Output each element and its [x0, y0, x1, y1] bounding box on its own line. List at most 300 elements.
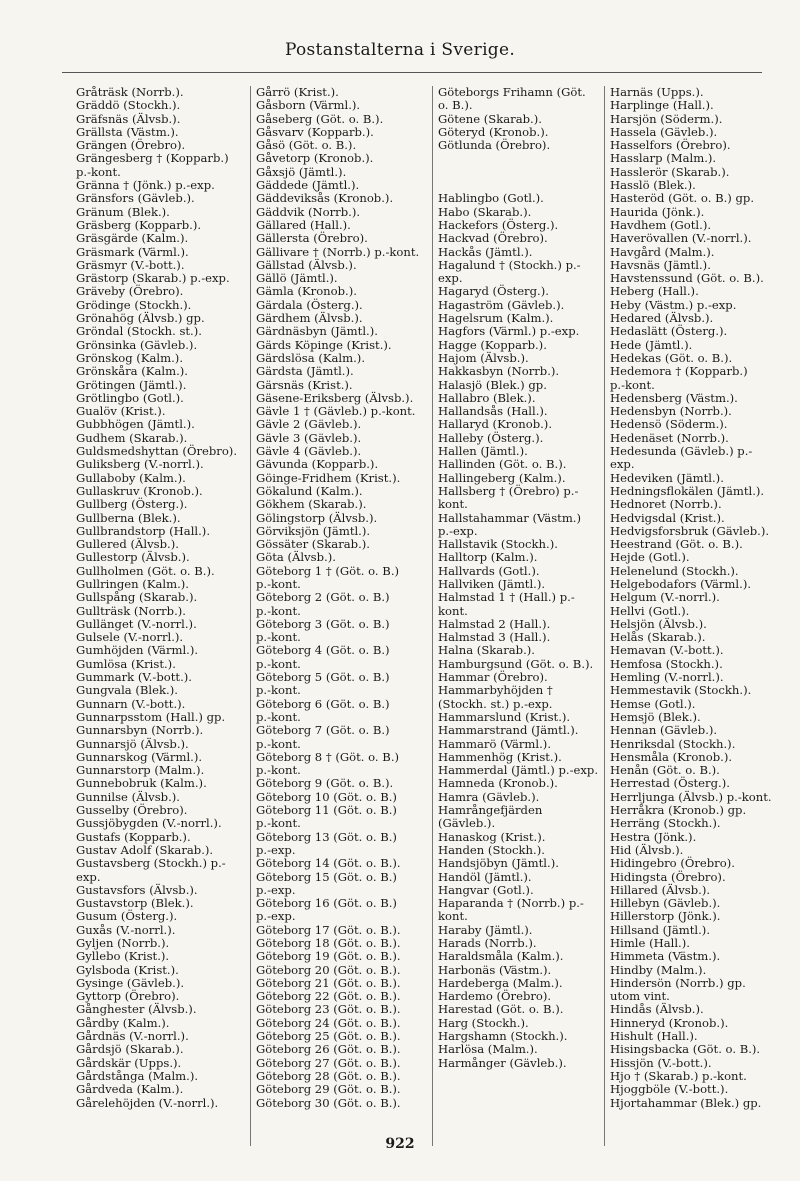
index-entry: Göinge-Fridhem (Krist.). — [256, 470, 401, 485]
index-entry: Gällivare † (Norrb.) p.-kont. — [256, 244, 420, 259]
index-entry: Göteborg 15 (Göt. o. B.) — [256, 869, 397, 884]
index-entry: Grötingen (Jämtl.). — [76, 377, 187, 392]
index-entry: Gräveby (Örebro). — [76, 284, 184, 299]
index-entry: Göteborg 29 (Göt. o. B.). — [256, 1082, 401, 1097]
index-entry: p.-kont. — [256, 683, 301, 698]
index-entry: Göteborg 22 (Göt. o. B.). — [256, 989, 401, 1004]
index-entry: exp. — [438, 271, 463, 286]
index-entry: Hasslö (Blek.). — [610, 178, 696, 193]
index-entry: Gånghester (Älvsb.). — [76, 1002, 197, 1017]
index-entry: Hammarbyhöjden † — [438, 683, 553, 698]
index-entry: exp. — [76, 869, 101, 884]
index-entry: Hemmestavik (Stockh.). — [610, 683, 752, 698]
index-entry: Hid (Älvsb.). — [610, 842, 684, 857]
index-entry: Harlösa (Malm.). — [438, 1042, 538, 1057]
index-entry: Hillsand (Jämtl.). — [610, 922, 711, 937]
index-entry: Hallstavik (Stockh.). — [438, 537, 558, 552]
index-entry: Göta (Älvsb.). — [256, 550, 336, 565]
header-rule — [62, 72, 762, 73]
index-entry: Grängen (Örebro). — [76, 138, 186, 153]
index-entry: Gräsmyr (V.-bott.). — [76, 257, 185, 272]
index-entry: Hardeberga (Malm.). — [438, 975, 563, 990]
index-entry: Herråkra (Kronob.) gp. — [610, 803, 747, 818]
index-entry: Gunnarn (V.-bott.). — [76, 696, 186, 711]
index-entry: Gävle 3 (Gävleb.). — [256, 430, 362, 445]
index-entry: Halasjö (Blek.) gp. — [438, 377, 547, 392]
index-entry: Haverövallen (V.-norrl.). — [610, 231, 752, 246]
index-entry: Grönskåra (Kalm.). — [76, 364, 188, 379]
index-entry: Gustavstorp (Blek.). — [76, 896, 194, 911]
index-entry: Gullringen (Kalm.). — [76, 576, 189, 591]
index-entry: Gällö (Jämtl.). — [256, 271, 338, 286]
index-entry: Helås (Skarab.). — [610, 630, 706, 645]
index-entry: Göteborg 17 (Göt. o. B.). — [256, 922, 401, 937]
index-entry: Hemsjö (Blek.). — [610, 709, 701, 724]
index-entry: Gunnebobruk (Kalm.). — [76, 776, 207, 791]
index-entry: Gräfsnäs (Älvsb.). — [76, 111, 181, 126]
index-entry: Gullträsk (Norrb.). — [76, 603, 186, 618]
index-entry: p.-kont. — [256, 763, 301, 778]
index-entry: Handöl (Jämtl.). — [438, 869, 532, 884]
index-entry: Hisingsbacka (Göt. o. B.). — [610, 1042, 761, 1057]
index-entry: Gärdhem (Älvsb.). — [256, 311, 363, 326]
index-entry: Guxås (V.-norrl.). — [76, 922, 176, 937]
index-entry: Hemavan (V.-bott.). — [610, 643, 724, 658]
index-entry: Hemfosa (Stockh.). — [610, 656, 723, 671]
index-entry: exp. — [610, 457, 635, 472]
index-entry: Haraldsmåla (Kalm.). — [438, 949, 564, 964]
index-entry: Hedemora † (Kopparb.) — [610, 364, 748, 379]
index-entry: Hallabro (Blek.). — [438, 390, 536, 405]
index-entry: Hindby (Malm.). — [610, 962, 707, 977]
index-entry: Gunnarskog (Värml.). — [76, 749, 203, 764]
index-entry: Gullaboby (Kalm.). — [76, 470, 186, 485]
index-entry: Gällersta (Örebro). — [256, 231, 368, 246]
index-entry: Hjo † (Skarab.) p.-kont. — [610, 1068, 747, 1083]
index-entry: Gäddeviksås (Kronob.). — [256, 191, 394, 206]
index-entry: Gåsö (Göt. o. B.). — [256, 138, 357, 153]
page-title: Postanstalterna i Sverige. — [284, 40, 516, 60]
index-entry: Harmånger (Gävleb.). — [438, 1055, 567, 1070]
index-entry: Gränum (Blek.). — [76, 204, 170, 219]
index-entry: Havstenssund (Göt. o. B.). — [610, 271, 764, 286]
index-entry: Göteborg 7 (Göt. o. B.) — [256, 723, 390, 738]
index-entry: Hemse (Gotl.). — [610, 696, 696, 711]
index-entry: Hennan (Gävleb.). — [610, 723, 718, 738]
index-entry: Gössäter (Skarab.). — [256, 537, 370, 552]
index-entry: Gysinge (Gävleb.). — [76, 975, 185, 990]
index-entry: Gudhem (Skarab.). — [76, 430, 188, 445]
index-entry: Gåvetorp (Kronob.). — [256, 151, 374, 166]
index-entry: Habo (Skarab.). — [438, 204, 532, 219]
index-entry: Hedaslätt (Österg.). — [610, 324, 728, 339]
index-entry: Gåseberg (Göt. o. B.). — [256, 111, 384, 126]
index-entry: Göteborg 9 (Göt. o. B.). — [256, 776, 394, 791]
index-entry: Halmstad 1 † (Hall.) p.- — [438, 590, 575, 605]
index-entry: Hedeviken (Jämtl.). — [610, 470, 724, 485]
index-entry: Hjortahammar (Blek.) gp. — [610, 1095, 762, 1110]
index-entry: Hasselfors (Örebro). — [610, 138, 731, 153]
index-entry: Hedensberg (Västm.). — [610, 390, 738, 405]
index-entry: Gussjöbygden (V.-norrl.). — [76, 816, 222, 831]
index-entry: Göteborg 10 (Göt. o. B.) — [256, 789, 397, 804]
index-entry: Gungvala (Blek.). — [76, 683, 178, 698]
index-entry: Hagge (Kopparb.). — [438, 337, 547, 352]
index-entry: Heestrand (Göt. o. B.). — [610, 537, 743, 552]
index-entry: p.-kont. — [256, 656, 301, 671]
column-2 — [256, 86, 432, 1110]
index-entry: Gräsmark (Värml.). — [76, 244, 189, 259]
index-entry: Hednoret (Norrb.). — [610, 497, 722, 512]
column-divider — [604, 86, 605, 1146]
index-entry: Harsjön (Söderm.). — [610, 111, 723, 126]
index-entry: Göteborg 27 (Göt. o. B.). — [256, 1055, 401, 1070]
section-gap — [438, 152, 602, 192]
index-entry: Gölingstorp (Älvsb.). — [256, 510, 378, 525]
index-entry: Gävle 1 † (Gävleb.) p.-kont. — [256, 404, 416, 419]
index-entry: Göteborg 30 (Göt. o. B.). — [256, 1095, 401, 1110]
index-entry: Gärdsta (Jämtl.). — [256, 364, 354, 379]
index-entry: Göteborg 11 (Göt. o. B.) — [256, 803, 397, 818]
index-entry: Gäddvik (Norrb.). — [256, 204, 361, 219]
index-entry: (Stockh. st.) p.-exp. — [438, 696, 553, 711]
index-entry: Gårelehöjden (V.-norrl.). — [76, 1095, 219, 1110]
index-entry: p.-kont. — [76, 164, 121, 179]
index-entry: Hamra (Gävleb.). — [438, 789, 540, 804]
index-entry: Hammarstrand (Jämtl.). — [438, 723, 579, 738]
index-entry: Hamburgsund (Göt. o. B.). — [438, 656, 594, 671]
index-entry: Hallingeberg (Kalm.). — [438, 470, 566, 485]
index-entry: Gäddede (Jämtl.). — [256, 178, 360, 193]
index-entry: Gyljen (Norrb.). — [76, 936, 170, 950]
index-entry: Hackås (Jämtl.). — [438, 244, 533, 259]
index-entry: Göteborg 18 (Göt. o. B.). — [256, 936, 401, 950]
index-entry: Hasslarp (Malm.). — [610, 151, 717, 166]
index-entry: Gärsnäs (Krist.). — [256, 377, 353, 392]
index-entry: Hallen (Jämtl.). — [438, 444, 528, 459]
index-entry: Hedenäset (Norrb.). — [610, 430, 729, 445]
index-entry: utom vint. — [610, 989, 670, 1004]
index-entry: Gusselby (Örebro). — [76, 803, 188, 818]
index-entry: Gärds Köpinge (Krist.). — [256, 337, 392, 352]
index-entry: Herräng (Stockh.). — [610, 816, 721, 831]
index-entry: Haurida (Jönk.). — [610, 204, 705, 219]
index-entry: Gävunda (Kopparb.). — [256, 457, 379, 472]
index-entry: Göteryd (Kronob.). — [438, 124, 549, 139]
index-entry: Hallstahammar (Västm.) — [438, 510, 582, 525]
index-entry: Hedvigsdal (Krist.). — [610, 510, 725, 525]
index-entry: Gåxsjö (Jämtl.). — [256, 164, 347, 179]
index-entry: Hargshamn (Stockh.). — [438, 1029, 568, 1044]
index-entry: Gullholmen (Göt. o. B.). — [76, 563, 215, 578]
index-entry: Helgum (V.-norrl.). — [610, 590, 720, 605]
index-entry: Gäsene-Eriksberg (Älvsb.). — [256, 390, 414, 405]
index-entry: Hagaström (Gävleb.). — [438, 297, 565, 312]
index-entry: Hajom (Älvsb.). — [438, 350, 529, 365]
index-entry: Hindås (Älvsb.). — [610, 1002, 704, 1017]
index-entry: Gökhem (Skarab.). — [256, 497, 367, 512]
index-entry: Guldsmedshyttan (Örebro). — [76, 444, 238, 459]
index-entry: Gåsborn (Värml.). — [256, 98, 361, 113]
index-entry: Göteborg 25 (Göt. o. B.). — [256, 1029, 401, 1044]
index-entry: Hangvar (Gotl.). — [438, 882, 534, 897]
index-entry: Gällstad (Älvsb.). — [256, 257, 357, 272]
index-entry: Grönskog (Kalm.). — [76, 350, 184, 365]
index-entry: Hinneryd (Kronob.). — [610, 1015, 729, 1030]
index-entry: Göteborg 13 (Göt. o. B.) — [256, 829, 397, 844]
index-entry: Götlunda (Örebro). — [438, 138, 551, 153]
index-entry: Grönahög (Älvsb.) gp. — [76, 311, 205, 326]
index-entry: Göteborg 14 (Göt. o. B.). — [256, 856, 401, 871]
index-entry: Gustav Adolf (Skarab.). — [76, 842, 214, 857]
index-entry: Hagalund † (Stockh.) p.- — [438, 257, 581, 272]
index-entry: Handen (Stockh.). — [438, 842, 545, 857]
index-entry: Gunnarsbyn (Norrb.). — [76, 723, 204, 738]
index-entry: Gårdnäs (V.-norrl.). — [76, 1029, 189, 1044]
index-entry: Grönsinka (Gävleb.). — [76, 337, 198, 352]
index-entry: Hishult (Hall.). — [610, 1029, 698, 1044]
index-entry: Göteborg 5 (Göt. o. B.) — [256, 670, 390, 685]
index-entry: Gunnilse (Älvsb.). — [76, 789, 180, 804]
index-entry: Himle (Hall.). — [610, 936, 690, 950]
index-entry: Hallviken (Jämtl.). — [438, 576, 546, 591]
index-entry: p.-exp. — [438, 523, 478, 538]
index-entry: p.-exp. — [256, 909, 296, 924]
column-divider — [432, 86, 433, 1146]
index-entry: Harads (Norrb.). — [438, 936, 537, 950]
index-entry: Gullspång (Skarab.). — [76, 590, 198, 605]
index-entry: Hidingebro (Örebro). — [610, 856, 735, 871]
index-entry: Gumhöjden (Värml.). — [76, 643, 199, 658]
index-entry: Hellvi (Gotl.). — [610, 603, 690, 618]
index-entry: kont. — [438, 497, 468, 512]
index-entry: Gräsgärde (Kalm.). — [76, 231, 189, 246]
index-entry: Göteborg 21 (Göt. o. B.). — [256, 975, 401, 990]
index-entry: Halmstad 3 (Hall.). — [438, 630, 551, 645]
index-entry: Gyllebo (Krist.). — [76, 949, 170, 964]
index-entry: Guliksberg (V.-norrl.). — [76, 457, 204, 472]
index-entry: Gräddö (Stockh.). — [76, 98, 181, 113]
index-entry: Hammarö (Värml.). — [438, 736, 552, 751]
index-entry: p.-kont. — [256, 630, 301, 645]
index-entry: Gårdsjö (Skarab.). — [76, 1042, 184, 1057]
index-entry: Hedared (Älvsb.). — [610, 311, 714, 326]
index-entry: Hillerstorp (Jönk.). — [610, 909, 721, 924]
index-entry: Hammar (Örebro). — [438, 670, 548, 685]
column-4 — [610, 86, 790, 1110]
index-entry: Göteborg 6 (Göt. o. B.) — [256, 696, 390, 711]
index-entry: Gökalund (Kalm.). — [256, 483, 363, 498]
index-entry: Hidingsta (Örebro). — [610, 869, 726, 884]
index-entry: Havdhem (Gotl.). — [610, 217, 712, 232]
index-entry: Helenelund (Stockh.). — [610, 563, 739, 578]
index-entry: Halleby (Österg.). — [438, 430, 544, 445]
column-3 — [438, 86, 602, 1070]
index-entry: Henriksdal (Stockh.). — [610, 736, 736, 751]
index-entry: Gällared (Hall.). — [256, 217, 351, 232]
index-entry: Göteborg 3 (Göt. o. B.) — [256, 616, 390, 631]
index-entry: Göteborg 8 † (Göt. o. B.) — [256, 749, 400, 764]
index-entry: Halmstad 2 (Hall.). — [438, 616, 551, 631]
index-entry: Henån (Göt. o. B.). — [610, 763, 720, 778]
index-entry: Hedvigsforsbruk (Gävleb.). — [610, 523, 770, 538]
index-entry: Hensmåla (Kronob.). — [610, 749, 733, 764]
index-entry: Hjoggböle (V.-bott.). — [610, 1082, 729, 1097]
index-entry: Gränna † (Jönk.) p.-exp. — [76, 178, 215, 193]
index-entry: Gullbrandstorp (Hall.). — [76, 523, 211, 538]
index-entry: Gustafs (Kopparb.). — [76, 829, 191, 844]
index-entry: Havgård (Malm.). — [610, 244, 715, 259]
index-entry: Göteborg 4 (Göt. o. B.) — [256, 643, 390, 658]
index-entry: Grällsta (Västm.). — [76, 124, 179, 139]
index-entry: Gräsberg (Kopparb.). — [76, 217, 202, 232]
index-entry: Hillared (Älvsb.). — [610, 882, 711, 897]
index-entry: Gubbhögen (Jämtl.). — [76, 417, 195, 432]
index-entry: Herrestad (Österg.). — [610, 776, 730, 791]
index-entry: Göteborg 23 (Göt. o. B.). — [256, 1002, 401, 1017]
index-entry: Gärdslösa (Kalm.). — [256, 350, 366, 365]
index-entry: Hamneda (Kronob.). — [438, 776, 558, 791]
index-entry: Hagfors (Värml.) p.-exp. — [438, 324, 580, 339]
column-3-part-a — [438, 86, 602, 152]
index-entry: Hillebyn (Gävleb.). — [610, 896, 721, 911]
index-entry: Göteborg 24 (Göt. o. B.). — [256, 1015, 401, 1030]
index-entry: Hamrångefjärden — [438, 803, 543, 818]
index-entry: Hagaryd (Österg.). — [438, 284, 549, 299]
index-entry: p.-kont. — [256, 709, 301, 724]
index-entry: Hakkasbyn (Norrb.). — [438, 364, 560, 379]
index-entry: Gullaskruv (Kronob.). — [76, 483, 203, 498]
index-entry: Hedningsflokälen (Jämtl.). — [610, 483, 765, 498]
index-entry: Gårdby (Kalm.). — [76, 1015, 170, 1030]
index-entry: Heberg (Hall.). — [610, 284, 699, 299]
index-entry: Gullered (Älvsb.). — [76, 537, 179, 552]
index-entry: Hejde (Gotl.). — [610, 550, 690, 565]
index-entry: Hammerdal (Jämtl.) p.-exp. — [438, 763, 599, 778]
index-entry: Göteborg 19 (Göt. o. B.). — [256, 949, 401, 964]
index-entry: Gröndal (Stockh. st.). — [76, 324, 202, 339]
index-entry: Gåsvarv (Kopparb.). — [256, 124, 374, 139]
index-entry: Harg (Stockh.). — [438, 1015, 529, 1030]
index-entry: Gumlösa (Krist.). — [76, 656, 176, 671]
index-entry: Hanaskog (Krist.). — [438, 829, 546, 844]
index-entry: Hallaryd (Kronob.). — [438, 417, 553, 432]
index-entry: Gusum (Österg.). — [76, 909, 178, 924]
index-entry: p.-kont. — [256, 603, 301, 618]
index-entry: Havsnäs (Jämtl.). — [610, 257, 711, 272]
index-entry: Hallvards (Gotl.). — [438, 563, 540, 578]
index-entry: Göteborg 16 (Göt. o. B.) — [256, 896, 397, 911]
index-entry: Hissjön (V.-bott.). — [610, 1055, 712, 1070]
index-entry: Gullberg (Österg.). — [76, 497, 188, 512]
index-entry: p.-kont. — [256, 576, 301, 591]
index-entry: Hedekas (Göt. o. B.). — [610, 350, 733, 365]
index-entry: Gunnarsjö (Älvsb.). — [76, 736, 189, 751]
index-entry: Haraby (Jämtl.). — [438, 922, 533, 937]
index-entry: Gualöv (Krist.). — [76, 404, 166, 419]
index-entry: Hablingbo (Gotl.). — [438, 191, 544, 206]
index-entry: Hackefors (Österg.). — [438, 217, 559, 232]
index-entry: Gummark (V.-bott.). — [76, 670, 192, 685]
index-entry: o. B.). — [438, 98, 473, 113]
index-entry: Göteborg 2 (Göt. o. B.) — [256, 590, 390, 605]
index-entry: Halltorp (Kalm.). — [438, 550, 538, 565]
index-entry: Hedensbyn (Norrb.). — [610, 404, 732, 419]
column-divider — [250, 86, 251, 1146]
index-entry: Grästorp (Skarab.) p.-exp. — [76, 271, 230, 286]
index-entry: Hestra (Jönk.). — [610, 829, 697, 844]
index-entry: Götene (Skarab.). — [438, 111, 542, 126]
index-entry: Gärdala (Österg.). — [256, 297, 363, 312]
page-number: 922 — [385, 1136, 415, 1152]
index-entry: Gustavsberg (Stockh.) p.- — [76, 856, 226, 871]
index-entry: Hasslerör (Skarab.). — [610, 164, 730, 179]
index-entry: Grödinge (Stockh.). — [76, 297, 192, 312]
index-entry: Hasteröd (Göt. o. B.) gp. — [610, 191, 755, 206]
index-entry: Göteborg 1 † (Göt. o. B.) — [256, 563, 400, 578]
index-entry: Gårdveda (Kalm.). — [76, 1082, 184, 1097]
index-entry: Göteborg 28 (Göt. o. B.). — [256, 1068, 401, 1083]
index-entry: Gävle 4 (Gävleb.). — [256, 444, 362, 459]
index-entry: Gävle 2 (Gävleb.). — [256, 417, 362, 432]
index-entry: Grängesberg † (Kopparb.) — [76, 151, 229, 166]
index-entry: Gunnarpsstom (Hall.) gp. — [76, 709, 226, 724]
index-entry: Halna (Skarab.). — [438, 643, 535, 658]
index-entry: Harnäs (Upps.). — [610, 86, 704, 99]
index-entry: kont. — [438, 603, 468, 618]
column-3-part-b — [438, 192, 602, 1070]
index-entry: Göteborgs Frihamn (Göt. — [438, 86, 586, 99]
index-entry: Hackvad (Örebro). — [438, 231, 548, 246]
index-entry: Görviksjön (Jämtl.). — [256, 523, 371, 538]
index-entry: Grötlingbo (Gotl.). — [76, 390, 184, 405]
index-entry: Helgebodafors (Värml.). — [610, 576, 752, 591]
index-entry: Harbonäs (Västm.). — [438, 962, 552, 977]
index-entry: Handsjöbyn (Jämtl.). — [438, 856, 559, 871]
index-entry: Hemling (V.-norrl.). — [610, 670, 724, 685]
index-entry: Gunnarstorp (Malm.). — [76, 763, 205, 778]
index-entry: Gullberna (Blek.). — [76, 510, 181, 525]
index-entry: Gämla (Kronob.). — [256, 284, 357, 299]
index-entry: Hammarslund (Krist.). — [438, 709, 571, 724]
index-entry: p.-exp. — [256, 882, 296, 897]
index-entry: Himmeta (Västm.). — [610, 949, 721, 964]
index-entry: Harestad (Göt. o. B.). — [438, 1002, 564, 1017]
index-entry: kont. — [438, 909, 468, 924]
index-entry: Hallsberg † (Örebro) p.- — [438, 483, 579, 498]
index-entry: Heby (Västm.) p.-exp. — [610, 297, 737, 312]
index-entry: Gullestorp (Älvsb.). — [76, 550, 190, 565]
index-entry: Gränsfors (Gävleb.). — [76, 191, 195, 206]
index-entry: Hagelsrum (Kalm.). — [438, 311, 554, 326]
index-entry: Gårdskär (Upps.). — [76, 1055, 182, 1070]
index-entry: p.-kont. — [256, 816, 301, 831]
index-entry: p.-kont. — [610, 377, 655, 392]
column-1 — [76, 86, 246, 1110]
index-entry: Gråträsk (Norrb.). — [76, 86, 184, 99]
index-entry: Hallandsås (Hall.). — [438, 404, 548, 419]
index-entry: p.-kont. — [256, 736, 301, 751]
index-entry: Göteborg 26 (Göt. o. B.). — [256, 1042, 401, 1057]
index-entry: Gulsele (V.-norrl.). — [76, 630, 184, 645]
index-entry: Gårdstånga (Malm.). — [76, 1068, 199, 1083]
index-entry: Hede (Jämtl.). — [610, 337, 693, 352]
index-entry: Hallinden (Göt. o. B.). — [438, 457, 567, 472]
index-entry: Göteborg 20 (Göt. o. B.). — [256, 962, 401, 977]
index-entry: Herrljunga (Älvsb.) p.-kont. — [610, 789, 772, 804]
index-entry: Hindersön (Norrb.) gp. — [610, 975, 746, 990]
index-entry: Hammenhög (Krist.). — [438, 749, 562, 764]
